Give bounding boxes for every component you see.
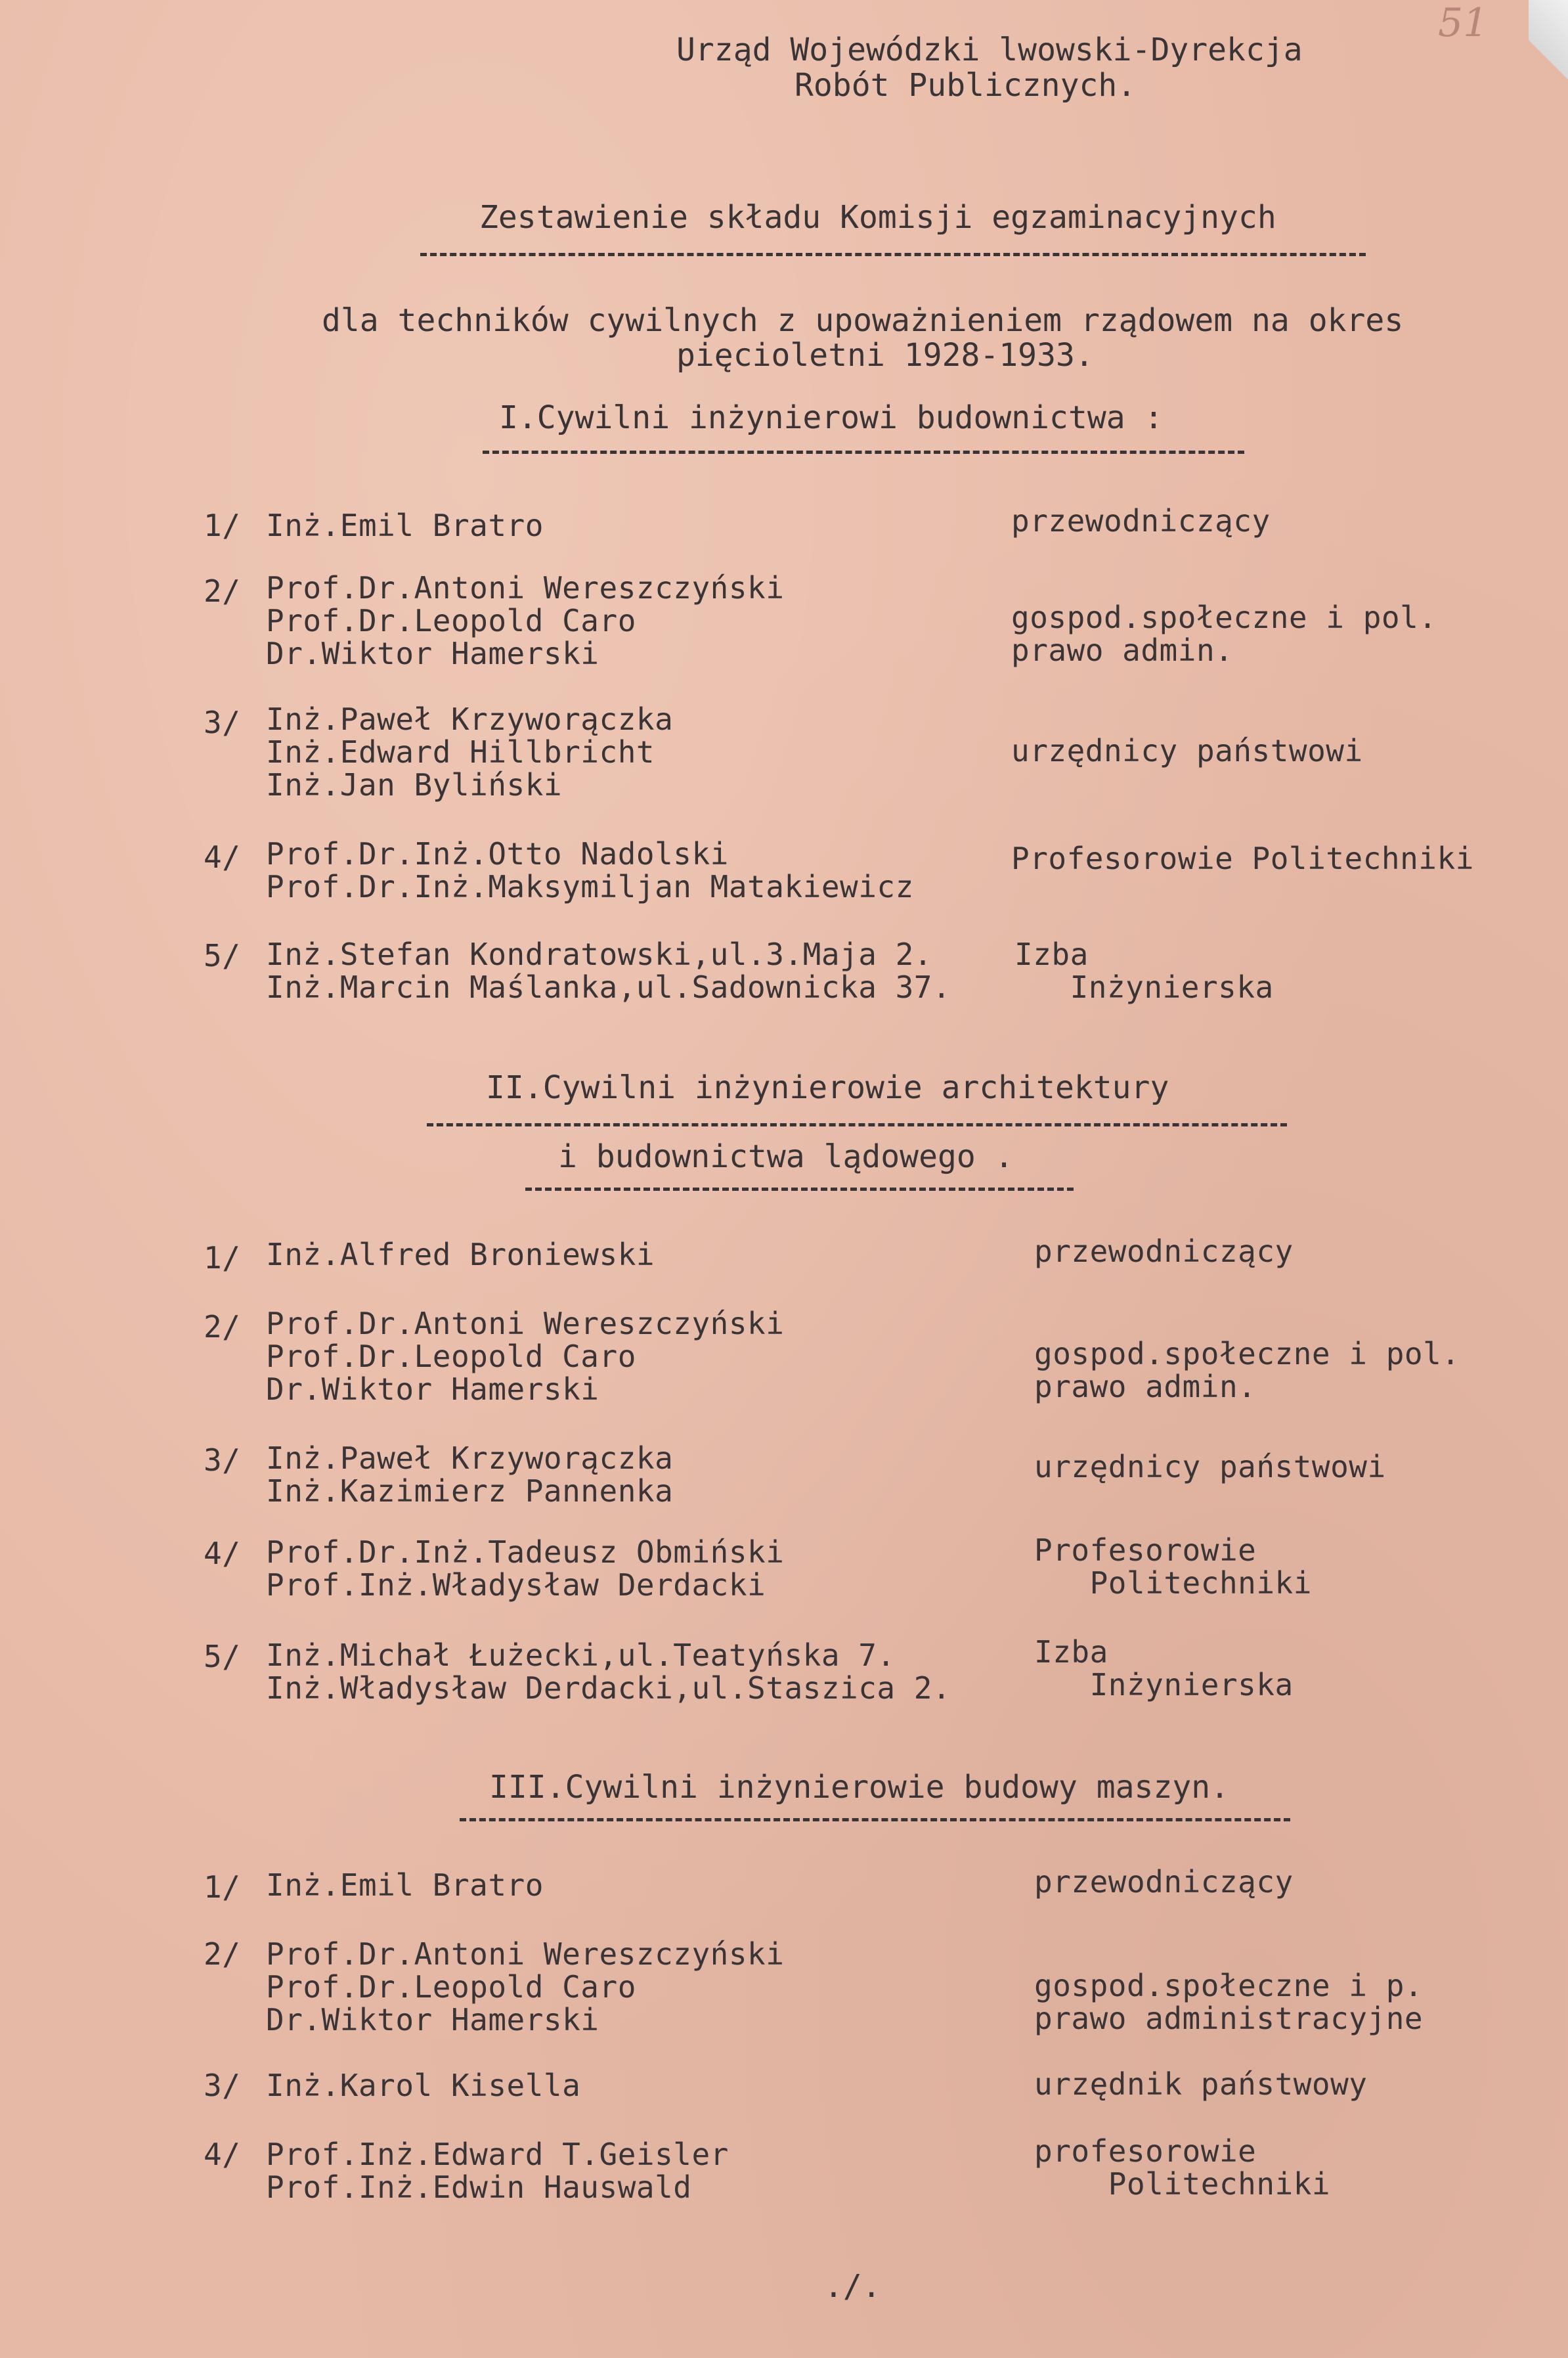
- member-name: Inż.Michał Łużecki,ul.Teatyńska 7.: [266, 1637, 896, 1673]
- member-name: Inż.Władysław Derdacki,ul.Staszica 2.: [266, 1670, 951, 1706]
- entry-number: 4/: [204, 2137, 241, 2172]
- member-name: Prof.Inż.Edward T.Geisler: [266, 2137, 729, 2172]
- section-2-heading: II.Cywilni inżynierowie architektury: [486, 1069, 1169, 1106]
- member-name: Prof.Dr.Inż.Otto Nadolski: [266, 836, 729, 872]
- member-role: przewodniczący: [1034, 1864, 1294, 1900]
- member-name: Prof.Dr.Antoni Wereszczyński: [266, 1936, 785, 1972]
- entry-number: 1/: [204, 508, 241, 543]
- member-role: Inżynierska: [1014, 969, 1274, 1005]
- subtitle-line-1: dla techników cywilnych z upoważnieniem rządowem na okres: [322, 302, 1404, 339]
- section-2-underline: [427, 1123, 1287, 1126]
- member-name: Inż.Emil Bratro: [266, 508, 544, 543]
- member-role: profesorowie: [1034, 2133, 1257, 2169]
- member-name: Inż.Alfred Broniewski: [266, 1237, 655, 1272]
- entry-number: 1/: [204, 1869, 241, 1905]
- member-name: Prof.Dr.Inż.Maksymiljan Matakiewicz: [266, 869, 914, 904]
- entry-number: 2/: [204, 1309, 241, 1345]
- member-name: Prof.Inż.Władysław Derdacki: [266, 1567, 766, 1603]
- member-role: Inżynierska: [1034, 1667, 1294, 1702]
- member-name: Prof.Dr.Leopold Caro: [266, 1969, 636, 2005]
- header-line-1: Urząd Wojewódzki lwowski-Dyrekcja: [676, 32, 1303, 68]
- member-name: Inż.Stefan Kondratowski,ul.3.Maja 2.: [266, 937, 932, 972]
- member-role: przewodniczący: [1034, 1234, 1294, 1269]
- member-name: Prof.Dr.Leopold Caro: [266, 1339, 636, 1374]
- member-role: Politechniki: [1034, 2166, 1331, 2202]
- member-name: Inż.Marcin Maślanka,ul.Sadownicka 37.: [266, 969, 951, 1005]
- subtitle-line-2: pięcioletni 1928-1933.: [676, 337, 1094, 374]
- member-role: Profesorowie Politechniki: [1011, 841, 1474, 876]
- header-line-2: Robót Publicznych.: [795, 67, 1137, 104]
- member-role: urzędnik państwowy: [1034, 2066, 1368, 2102]
- member-role: gospod.społeczne i pol.: [1011, 600, 1437, 635]
- section-1-underline: [483, 451, 1244, 454]
- member-name: Prof.Inż.Edwin Hauswald: [266, 2169, 692, 2205]
- member-name: Dr.Wiktor Hamerski: [266, 636, 599, 671]
- section-1-heading: I.Cywilni inżynierowi budownictwa :: [499, 399, 1164, 436]
- document-title: Zestawienie składu Komisji egzaminacyjnych: [479, 199, 1276, 236]
- page-corner-fold: [1529, 0, 1568, 92]
- section-2-underline-2: [525, 1188, 1074, 1191]
- member-role: prawo administracyjne: [1034, 2001, 1424, 2036]
- member-name: Inż.Karol Kisella: [266, 2068, 581, 2103]
- member-name: Inż.Edward Hillbricht: [266, 734, 655, 770]
- member-role: Izba: [1014, 937, 1089, 972]
- member-name: Inż.Paweł Krzyworączka: [266, 701, 674, 737]
- entry-number: 1/: [204, 1240, 241, 1276]
- entry-number: 5/: [204, 1639, 241, 1674]
- section-2-heading-2: i budownictwa lądowego .: [558, 1138, 1014, 1175]
- member-name: Prof.Dr.Antoni Wereszczyński: [266, 570, 785, 606]
- continuation-mark: ./.: [824, 2268, 881, 2305]
- member-role: przewodniczący: [1011, 503, 1271, 539]
- section-3-heading: III.Cywilni inżynierowie budowy maszyn.: [489, 1769, 1230, 1806]
- member-role: gospod.społeczne i p.: [1034, 1968, 1424, 2003]
- member-role: prawo admin.: [1011, 633, 1234, 668]
- page-number-mark: 51: [1438, 0, 1489, 46]
- entry-number: 5/: [204, 938, 241, 973]
- member-name: Prof.Dr.Leopold Caro: [266, 603, 636, 638]
- member-name: Inż.Paweł Krzyworączka: [266, 1440, 674, 1476]
- member-role: Profesorowie: [1034, 1532, 1257, 1568]
- entry-number: 3/: [204, 2068, 241, 2103]
- title-underline: [420, 253, 1366, 256]
- member-name: Inż.Emil Bratro: [266, 1867, 544, 1903]
- member-role: urzędnicy państwowi: [1011, 733, 1363, 768]
- member-role: gospod.społeczne i pol.: [1034, 1336, 1460, 1371]
- member-role: Izba: [1034, 1634, 1108, 1670]
- member-role: Politechniki: [1034, 1565, 1312, 1601]
- entry-number: 2/: [204, 573, 241, 609]
- member-name: Dr.Wiktor Hamerski: [266, 2002, 599, 2037]
- entry-number: 3/: [204, 705, 241, 740]
- entry-number: 4/: [204, 1536, 241, 1571]
- member-role: urzędnicy państwowi: [1034, 1449, 1386, 1484]
- entry-number: 3/: [204, 1442, 241, 1478]
- section-3-underline: [460, 1818, 1290, 1821]
- member-name: Dr.Wiktor Hamerski: [266, 1371, 599, 1407]
- member-name: Prof.Dr.Inż.Tadeusz Obmiński: [266, 1534, 785, 1570]
- member-name: Prof.Dr.Antoni Wereszczyński: [266, 1306, 785, 1341]
- entry-number: 2/: [204, 1936, 241, 1972]
- member-name: Inż.Kazimierz Pannenka: [266, 1473, 674, 1509]
- member-role: prawo admin.: [1034, 1369, 1257, 1404]
- member-name: Inż.Jan Byliński: [266, 767, 563, 803]
- entry-number: 4/: [204, 839, 241, 875]
